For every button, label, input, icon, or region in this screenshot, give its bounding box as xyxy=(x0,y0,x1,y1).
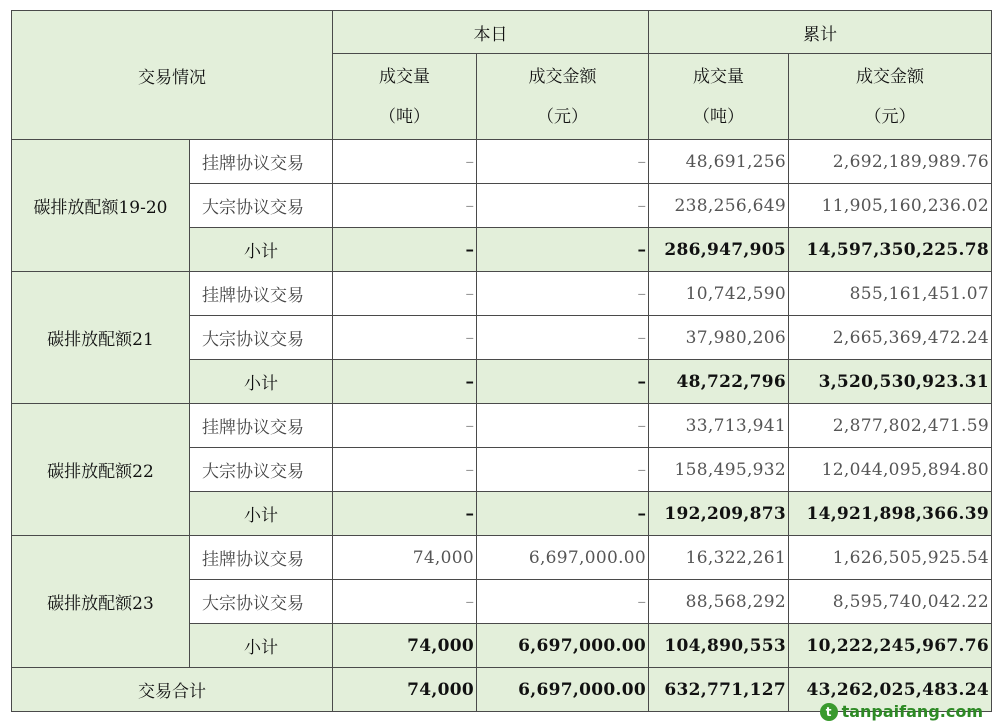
header-cumulative: 累计 xyxy=(649,11,992,54)
today-amount-cell: – xyxy=(477,184,649,228)
cum-volume-cell: 192,209,873 xyxy=(649,492,789,536)
cum-volume-cell: 33,713,941 xyxy=(649,404,789,448)
row-label: 挂牌协议交易 xyxy=(190,404,333,448)
today-volume-cell: 74,000 xyxy=(333,624,477,668)
cum-volume-cell: 48,691,256 xyxy=(649,140,789,184)
watermark xyxy=(820,702,983,721)
group-name: 碳排放配额19-20 xyxy=(12,140,190,272)
header-today: 本日 xyxy=(333,11,649,54)
today-amount-cell: – xyxy=(477,448,649,492)
cum-volume-cell: 104,890,553 xyxy=(649,624,789,668)
cum-amount-cell: 11,905,160,236.02 xyxy=(789,184,992,228)
cum-volume-cell: 88,568,292 xyxy=(649,580,789,624)
today-volume-cell: 74,000 xyxy=(333,536,477,580)
subtotal-label: 小计 xyxy=(190,360,333,404)
today-volume-cell: – xyxy=(333,316,477,360)
row-label: 挂牌协议交易 xyxy=(190,536,333,580)
header-amount-label: 成交金额 xyxy=(528,66,597,87)
header-trade-status: 交易情况 xyxy=(12,11,333,140)
row-label: 大宗协议交易 xyxy=(190,448,333,492)
cum-volume-cell: 158,495,932 xyxy=(649,448,789,492)
total-label: 交易合计 xyxy=(12,668,333,712)
cum-volume-cell: 286,947,905 xyxy=(649,228,789,272)
total-cum-amount: 43,262,025,483.24 xyxy=(789,668,992,712)
total-today-amount: 6,697,000.00 xyxy=(477,668,649,712)
cum-amount-cell: 14,921,898,366.39 xyxy=(789,492,992,536)
today-amount-cell: – xyxy=(477,404,649,448)
row-label: 挂牌协议交易 xyxy=(190,272,333,316)
header-amount-unit: （元） xyxy=(537,106,588,127)
cum-volume-cell: 37,980,206 xyxy=(649,316,789,360)
today-volume-cell: – xyxy=(333,404,477,448)
total-cum-volume: 632,771,127 xyxy=(649,668,789,712)
row-label: 大宗协议交易 xyxy=(190,316,333,360)
today-volume-cell: – xyxy=(333,448,477,492)
cum-amount-cell: 8,595,740,042.22 xyxy=(789,580,992,624)
today-volume-cell: – xyxy=(333,492,477,536)
watermark-text: tanpaifang.com xyxy=(841,702,983,721)
cum-volume-cell: 48,722,796 xyxy=(649,360,789,404)
header-volume-label: 成交量 xyxy=(693,66,744,87)
group-name: 碳排放配额22 xyxy=(12,404,190,536)
header-volume-label: 成交量 xyxy=(379,66,430,87)
cum-volume-cell: 10,742,590 xyxy=(649,272,789,316)
today-amount-cell: – xyxy=(477,272,649,316)
header-cum-amount xyxy=(789,54,992,140)
group-name: 碳排放配额21 xyxy=(12,272,190,404)
today-amount-cell: 6,697,000.00 xyxy=(477,536,649,580)
header-today-volume xyxy=(333,54,477,140)
today-amount-cell: – xyxy=(477,140,649,184)
table-row xyxy=(12,404,992,448)
today-volume-cell: – xyxy=(333,140,477,184)
table-row xyxy=(12,536,992,580)
today-volume-cell: – xyxy=(333,228,477,272)
cum-amount-cell: 10,222,245,967.76 xyxy=(789,624,992,668)
today-amount-cell: – xyxy=(477,228,649,272)
subtotal-label: 小计 xyxy=(190,624,333,668)
today-volume-cell: – xyxy=(333,360,477,404)
row-label: 挂牌协议交易 xyxy=(190,140,333,184)
today-amount-cell: – xyxy=(477,360,649,404)
header-cum-volume xyxy=(649,54,789,140)
leaf-logo-icon: t xyxy=(820,703,838,721)
cum-amount-cell: 12,044,095,894.80 xyxy=(789,448,992,492)
table-body xyxy=(12,11,992,712)
header-amount-label: 成交金额 xyxy=(856,66,924,87)
today-amount-cell: – xyxy=(477,492,649,536)
header-today-amount xyxy=(477,54,649,140)
header-volume-unit: （吨） xyxy=(693,106,744,127)
cum-amount-cell: 3,520,530,923.31 xyxy=(789,360,992,404)
cum-amount-cell: 2,665,369,472.24 xyxy=(789,316,992,360)
today-amount-cell: – xyxy=(477,580,649,624)
cum-amount-cell: 855,161,451.07 xyxy=(789,272,992,316)
subtotal-label: 小计 xyxy=(190,228,333,272)
today-volume-cell: – xyxy=(333,184,477,228)
cum-volume-cell: 16,322,261 xyxy=(649,536,789,580)
cum-amount-cell: 14,597,350,225.78 xyxy=(789,228,992,272)
table-row xyxy=(12,140,992,184)
subtotal-label: 小计 xyxy=(190,492,333,536)
today-amount-cell: 6,697,000.00 xyxy=(477,624,649,668)
table-row xyxy=(12,272,992,316)
today-volume-cell: – xyxy=(333,272,477,316)
total-today-volume: 74,000 xyxy=(333,668,477,712)
header-amount-unit: （元） xyxy=(864,106,916,127)
cum-amount-cell: 1,626,505,925.54 xyxy=(789,536,992,580)
cum-amount-cell: 2,692,189,989.76 xyxy=(789,140,992,184)
row-label: 大宗协议交易 xyxy=(190,184,333,228)
cum-volume-cell: 238,256,649 xyxy=(649,184,789,228)
today-amount-cell: – xyxy=(477,316,649,360)
header-volume-unit: （吨） xyxy=(379,106,430,127)
today-volume-cell: – xyxy=(333,580,477,624)
trading-summary-table xyxy=(11,10,992,712)
header-row-1 xyxy=(12,11,992,54)
group-name: 碳排放配额23 xyxy=(12,536,190,668)
row-label: 大宗协议交易 xyxy=(190,580,333,624)
cum-amount-cell: 2,877,802,471.59 xyxy=(789,404,992,448)
